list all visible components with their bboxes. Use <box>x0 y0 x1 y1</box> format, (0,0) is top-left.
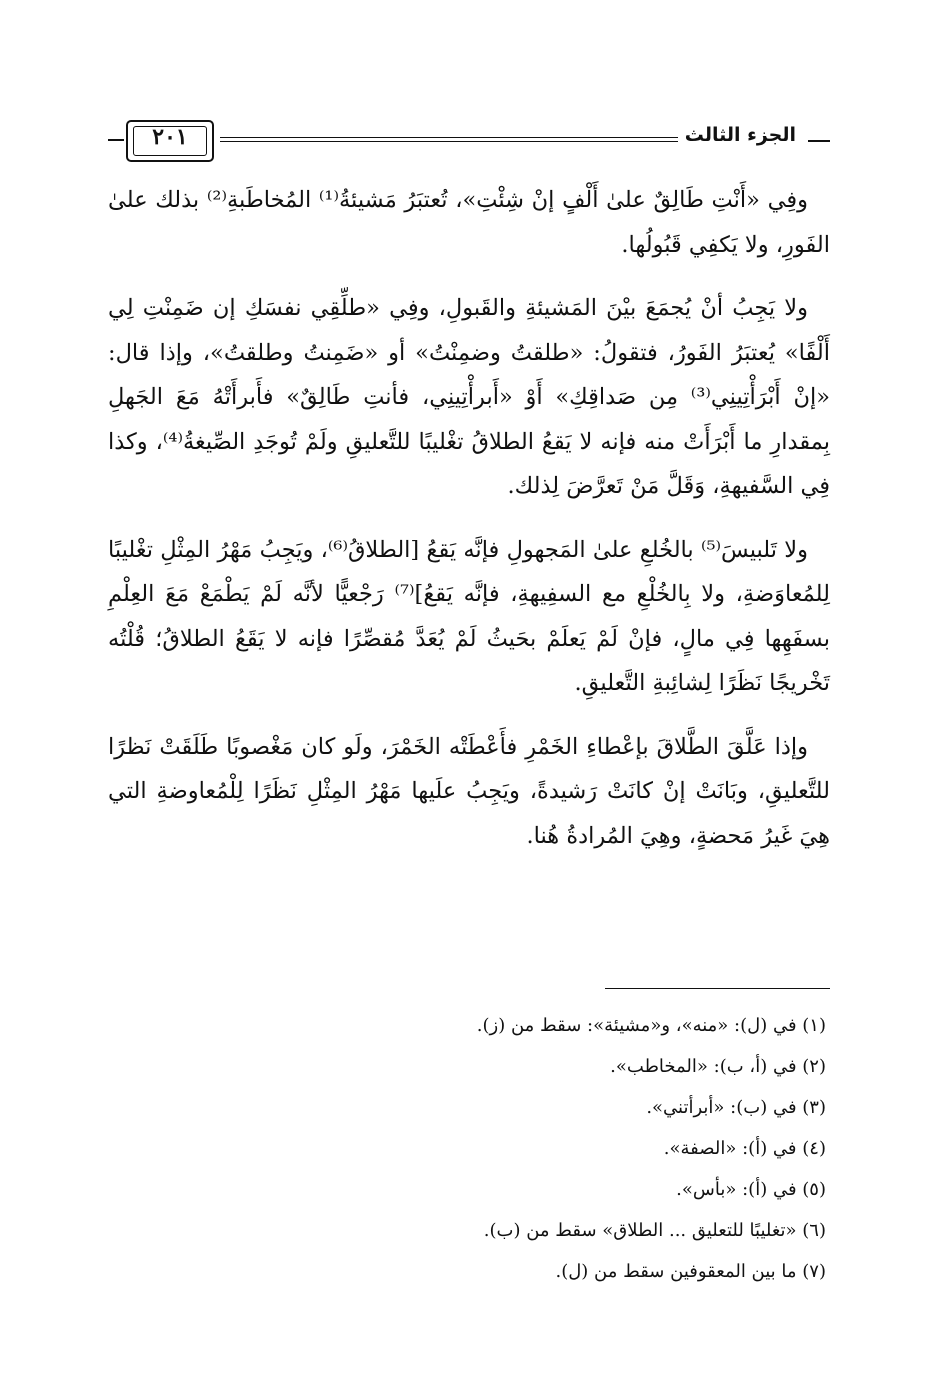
header-double-rule <box>220 137 678 142</box>
paragraph-1: وفِي «أَنْتِ طَالِقٌ علىٰ أَلْفٍ إنْ شِئْتِ»، تُعتبَرُ مَشيئةُ⁽¹⁾ المُخاطَبةِ⁽²⁾ بذلك علىٰ الفَورِ، ولا يَكفِي قَبُولُها. <box>108 187 830 258</box>
footnote-7: (٧) ما بين المعقوفين سقط من (ل). <box>555 1261 826 1282</box>
footnote-2: (٢) في (أ، ب): «المخاطب». <box>610 1056 826 1077</box>
footnote-separator <box>605 988 830 989</box>
paragraph-3: ولا تَلبيسَ⁽⁵⁾ بالخُلعِ علىٰ المَجهولِ فإنَّه يَقعُ [الطلاقُ⁽⁶⁾، ويَجِبُ مَهْرُ المِثْلِ تغْليبًا لِلمُعاوَضةِ، ولا بِالخُلْعِ مع السفِيهةِ، فإنَّه يَقعُ]⁽⁷⁾ رَجْعيًّا لأنَّه لَمْ يَطْمَعْ مَعَ العِلْمِ بسفَهِها فِي مالٍ، فإنْ لَمْ يَعلَمْ بحَيثُ لَمْ يُعَدَّ مُقصِّرًا فإنه لا يَقَعُ الطلاقُ؛ قُلْتُه تَخْريجًا نَظَرًا لِشائِبةِ التَّعليقِ. <box>108 536 830 696</box>
footnote-4: (٤) في (أ): «الصفة». <box>663 1138 826 1159</box>
footnote-1: (١) في (ل): «منه»، و«مشيئة»: سقط من (ز). <box>476 1015 826 1036</box>
page-number: ٢٠١ <box>152 124 188 150</box>
main-text <box>108 178 830 877</box>
footnote-3: (٣) في (ب): «أبرأتني». <box>646 1097 826 1118</box>
running-header <box>108 118 830 168</box>
volume-title: الجزء الثالث <box>684 124 796 146</box>
footnotes <box>108 1005 826 1292</box>
footnote-6: (٦) «تغليبًا للتعليق ... الطلاق» سقط من (ب). <box>483 1220 826 1241</box>
paragraph-2: ولا يَجِبُ أنْ يُجمَعَ بيْنَ المَشيئةِ والقَبولِ، وفِي «طلِّقِي نفسَكِ إن ضَمِنْتِ لِي أَلْفًا» يُعتبَرُ الفَورُ، فتقولُ: «طلقتُ وضمِنْتُ» أو «ضَمِنتُ وطلقتُ»، وإذا قال: «إنْ أَبْرَأْتِينِي⁽³⁾ مِن صَداقِكِ» أَوْ «أَبرأْتِينِي، فأنتِ طَالِقٌ» فأَبرأَتْهُ مَعَ الجَهلِ بِمقدارِ ما أَبْرَأَتْ منه فإنه لا يَقعُ الطلاقُ تغْليبًا للتَّعليقِ ولَمْ تُوجَدِ الصِّيغةُ⁽⁴⁾، وكذا فِي السَّفيهةِ، وَقَلَّ مَنْ تَعرَّضَ لِذلك. <box>108 295 830 499</box>
header-dash-right <box>808 140 830 142</box>
header-dash-left <box>108 139 124 141</box>
footnote-5: (٥) في (أ): «بأس». <box>676 1179 826 1200</box>
page-number-frame <box>126 120 214 162</box>
paragraph-4: وإذا عَلَّقَ الطَّلاقَ بإعْطاءِ الخَمْرِ فأَعْطَتْه الخَمْرَ، ولَو كان مَغْصوبًا طَلَقَتْ نَظرًا للتَّعليقِ، وبَانَتْ إنْ كانَتْ رَشيدةً، ويَجِبُ علَيها مَهْرُ المِثْلِ نَظَرًا لِلْمُعاوضةِ التي هِيَ غَيرُ مَحضةٍ، وهِيَ المُرادةُ هُنا. <box>108 733 830 849</box>
